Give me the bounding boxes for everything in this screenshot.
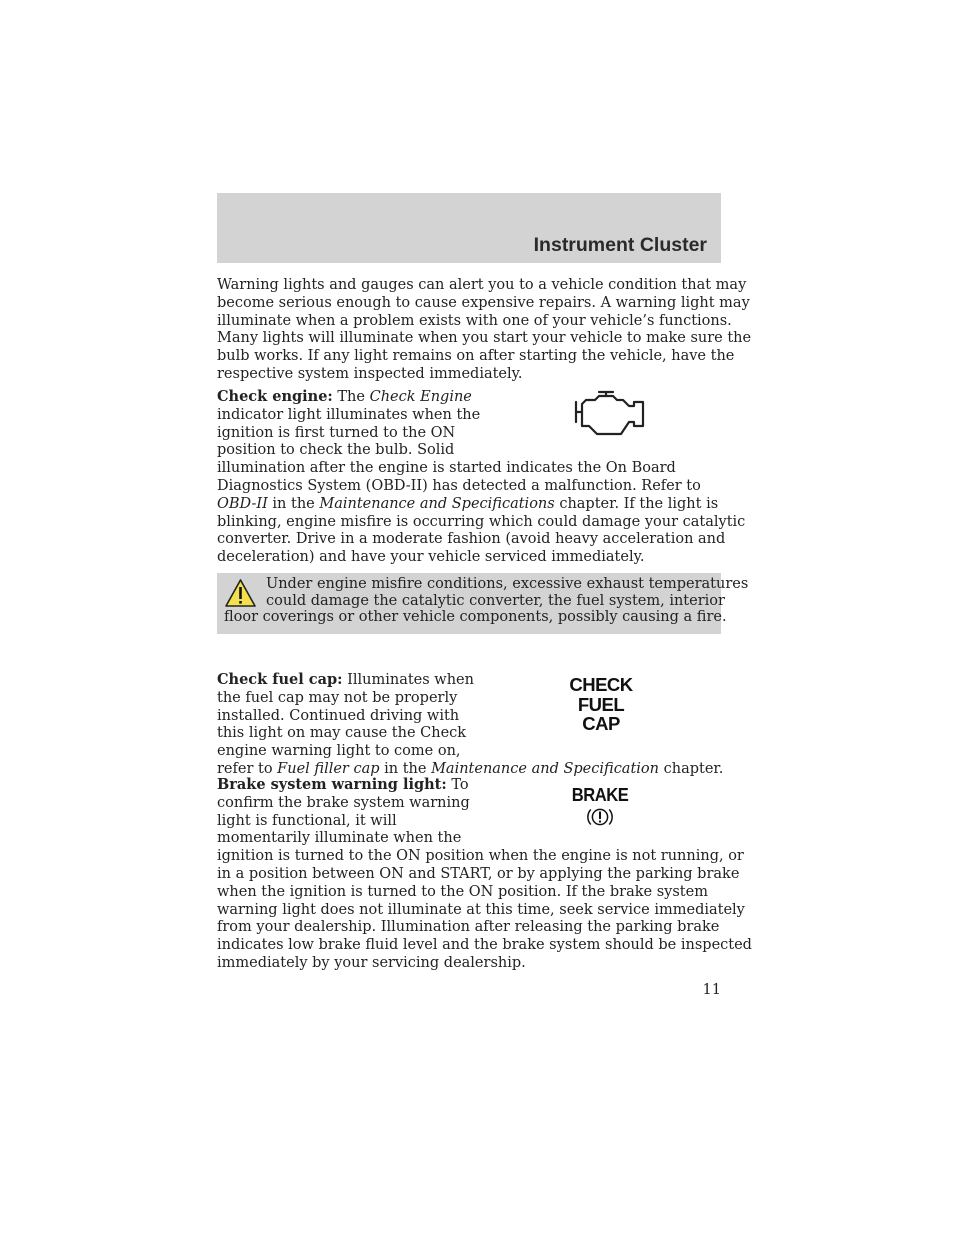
- brake-warning-icon: [560, 785, 640, 828]
- check-fuel-cap-term: Check fuel cap:: [217, 671, 343, 688]
- check-engine-term: Check engine:: [217, 388, 333, 405]
- check-fuel-cap-paragraph: Check fuel cap: Illuminates when the fuel cap may not be properly installed. Continued driving with this light on may cause the Check engine warning light to come on, refer to Fuel filler cap in the Maintenance and Specification chapter.: [217, 671, 724, 777]
- check-engine-icon: [573, 390, 646, 440]
- intro-line: become serious enough to cause expensive repairs. A warning light may: [217, 294, 750, 311]
- brake-circle-exclamation-icon: [587, 806, 613, 828]
- warning-line: could damage the catalytic converter, the fuel system, interior: [266, 593, 725, 609]
- brake-warning-term: Brake system warning light:: [217, 776, 447, 793]
- warning-line: floor coverings or other vehicle components, possibly causing a fire.: [224, 609, 727, 625]
- intro-line: bulb works. If any light remains on after starting the vehicle, have the: [217, 348, 735, 365]
- intro-paragraph: [217, 277, 752, 384]
- check-fuel-cap-icon: CHECK FUEL CAP: [569, 674, 633, 734]
- intro-line: illuminate when a problem exists with one of your vehicle’s functions.: [217, 312, 732, 329]
- warning-box: [217, 573, 749, 634]
- warning-line: Under engine misfire conditions, excessive exhaust temperatures: [266, 576, 749, 592]
- section-header: [217, 193, 721, 263]
- brake-icon-label: BRAKE: [571, 785, 629, 805]
- check-engine-paragraph: Check engine: The Check Engine indicator light illuminates when the ignition is first turned to the ON position to check the bulb. Solid illumination after the engine is started indicates the On Board Diagnostics System (OBD-II) has detected a malfunction. Refer to OBD-II in the Maintenance and Specifications chapter. If the light is blinking, engine misfire is occurring which could damage your catalytic converter. Drive in a moderate fashion (avoid heavy acceleration and deceleration) and have your vehicle serviced immediately.: [217, 388, 746, 566]
- intro-line: Many lights will illuminate when you start your vehicle to make sure the: [217, 330, 752, 347]
- brake-warning-paragraph: Brake system warning light: To confirm the brake system warning light is functional, it will momentarily illuminate when the ignition is turned to the ON position when the engine is not running, or in a position between ON and START, or by applying the parking brake when the ignition is turned to the ON position. If the brake system warning light does not illuminate at this time, seek service immediately from your dealership. Illumination after releasing the parking brake indicates low brake fluid level and the brake system should be inspected immediately by your servicing dealership.: [217, 776, 752, 971]
- intro-line: respective system inspected immediately.: [217, 365, 523, 382]
- page-number: 11: [702, 982, 721, 998]
- warning-triangle-icon: [224, 578, 257, 608]
- section-title: Instrument Cluster: [533, 234, 707, 256]
- intro-line: Warning lights and gauges can alert you to a vehicle condition that may: [217, 277, 747, 293]
